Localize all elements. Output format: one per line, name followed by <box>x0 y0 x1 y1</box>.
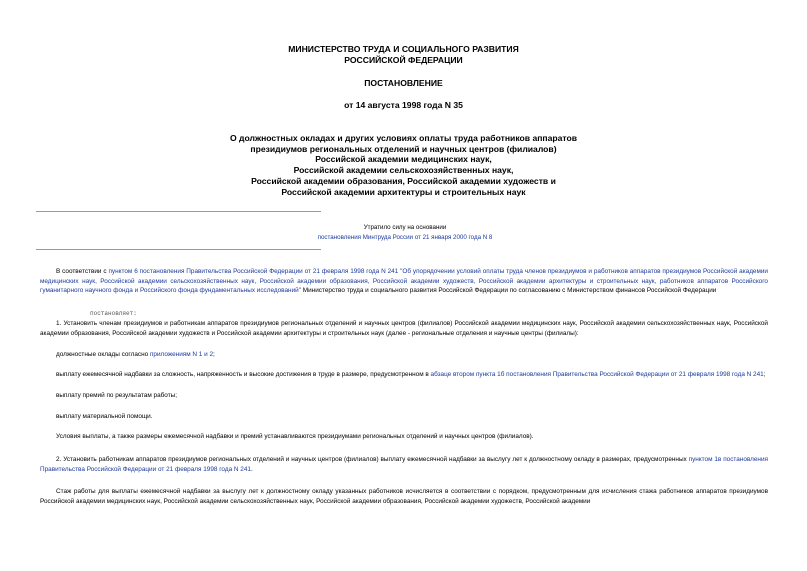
divider-bottom <box>36 249 321 250</box>
item2-text: 2. Установить работникам аппаратов президиумов региональных отделений и научных центров (филиалов) выплату ежемесячной надбавки за выслугу лет к должностному окладу в размерах, предусмотренных <box>56 456 689 464</box>
bonus-paragraph <box>40 370 768 380</box>
title-line: О должностных окладах и других условиях оплаты труда работников аппаратов <box>229 133 578 143</box>
repeal-document-link[interactable]: постановления Минтруда России от 21 января 2000 года N 8 <box>317 234 493 241</box>
preamble-text-end: Министерство труда и социального развития Российской Федерации по согласованию с Министерством финансов Российской Федерации <box>301 287 717 295</box>
salaries-text: должностные оклады согласно <box>56 350 150 358</box>
item1-paragraph: 1. Установить членам президиумов и работникам аппаратов президиумов региональных отделений и научных центров (филиалов) Российской академии медицинских наук, Российской академии сельскохозяйственных наук, Российской академии образования, Российской академии художеств и Российской академии архитектуры и строительных наук (далее - региональные отделения и научные центры (филиалы): <box>40 320 768 337</box>
item2-end: . <box>250 465 253 473</box>
salaries-end: ; <box>213 350 215 358</box>
document-body <box>40 267 768 507</box>
salaries-paragraph <box>40 350 768 360</box>
status-note-text: Утратило силу на основании <box>363 224 447 231</box>
title-line: Российской академии образования, Российской академии художеств и <box>251 175 556 186</box>
document-title <box>0 133 807 197</box>
government-decree-link[interactable]: пунктом 6 постановления Правительства Российской Федерации от 21 февраля 1998 года N 241 "Об упорядочении условий оплаты труда членов президиумов и работников аппаратов президиумов Российской академии медицинских наук, Российской академии сельскохозяйственных наук, Российской академии образования, Российской академии художеств, Российской академии архитектуры и строительных наук, работников аппаратов Российского гуманитарного научного фонда и Российского фонда фундаментальных исследований" <box>40 268 769 295</box>
divider-top <box>36 211 321 212</box>
service-years-decree-link[interactable]: пунктом 1в постановления Правительства Российской Федерации от 21 февраля 1998 года N 241 <box>40 456 768 473</box>
appendices-link[interactable]: приложениям N 1 и 2 <box>149 350 214 358</box>
preamble-paragraph <box>40 267 768 296</box>
bonus-text: выплату ежемесячной надбавки за сложность, напряженность и высокие достижения в труде в размере, предусмотренном в <box>56 371 431 379</box>
document-date-number: от 14 августа 1998 года N 35 <box>344 100 463 110</box>
title-line: Российской академии архитектуры и строительных наук <box>281 186 526 197</box>
service-record-paragraph: Стаж работы для выплаты ежемесячной надбавки за выслугу лет к должностному окладу указанных работников исчисляется в соответствии с порядком, предусмотренным для исчисления стажа работников аппаратов президиумов Российской академии медицинских наук, Российской академии сельскохозяйственных наук, Российской академии образования, Российской академии художеств, Российской академии <box>40 488 768 506</box>
document-type: ПОСТАНОВЛЕНИЕ <box>364 78 443 88</box>
aid-paragraph: выплату материальной помощи. <box>56 412 153 420</box>
bonus-decree-link[interactable]: абзаце втором пункта 1б постановления Правительства Российской Федерации от 21 февраля 1998 года N 241 <box>430 371 764 379</box>
title-line: Российской академии сельскохозяйственных наук, <box>293 165 514 176</box>
ministry-name-line2: РОССИЙСКОЙ ФЕДЕРАЦИИ <box>344 55 463 65</box>
bonus-end: ; <box>763 371 766 379</box>
conditions-paragraph: Условия выплаты, а также размеры ежемесячной надбавки и премий устанавливаются президиумами региональных отделений и научных центров (филиалов). <box>56 433 534 441</box>
premium-paragraph: выплату премий по результатам работы; <box>56 391 177 399</box>
title-line: президиумов региональных отделений и научных центров (филиалов) <box>250 143 557 154</box>
item2-paragraph <box>40 455 768 474</box>
resolves-label: постановляет: <box>90 310 137 318</box>
preamble-text: В соответствии с <box>56 268 109 275</box>
ministry-name-line1: МИНИСТЕРСТВО ТРУДА И СОЦИАЛЬНОГО РАЗВИТИЯ <box>288 44 519 54</box>
title-line: Российской академии медицинских наук, <box>315 154 492 165</box>
